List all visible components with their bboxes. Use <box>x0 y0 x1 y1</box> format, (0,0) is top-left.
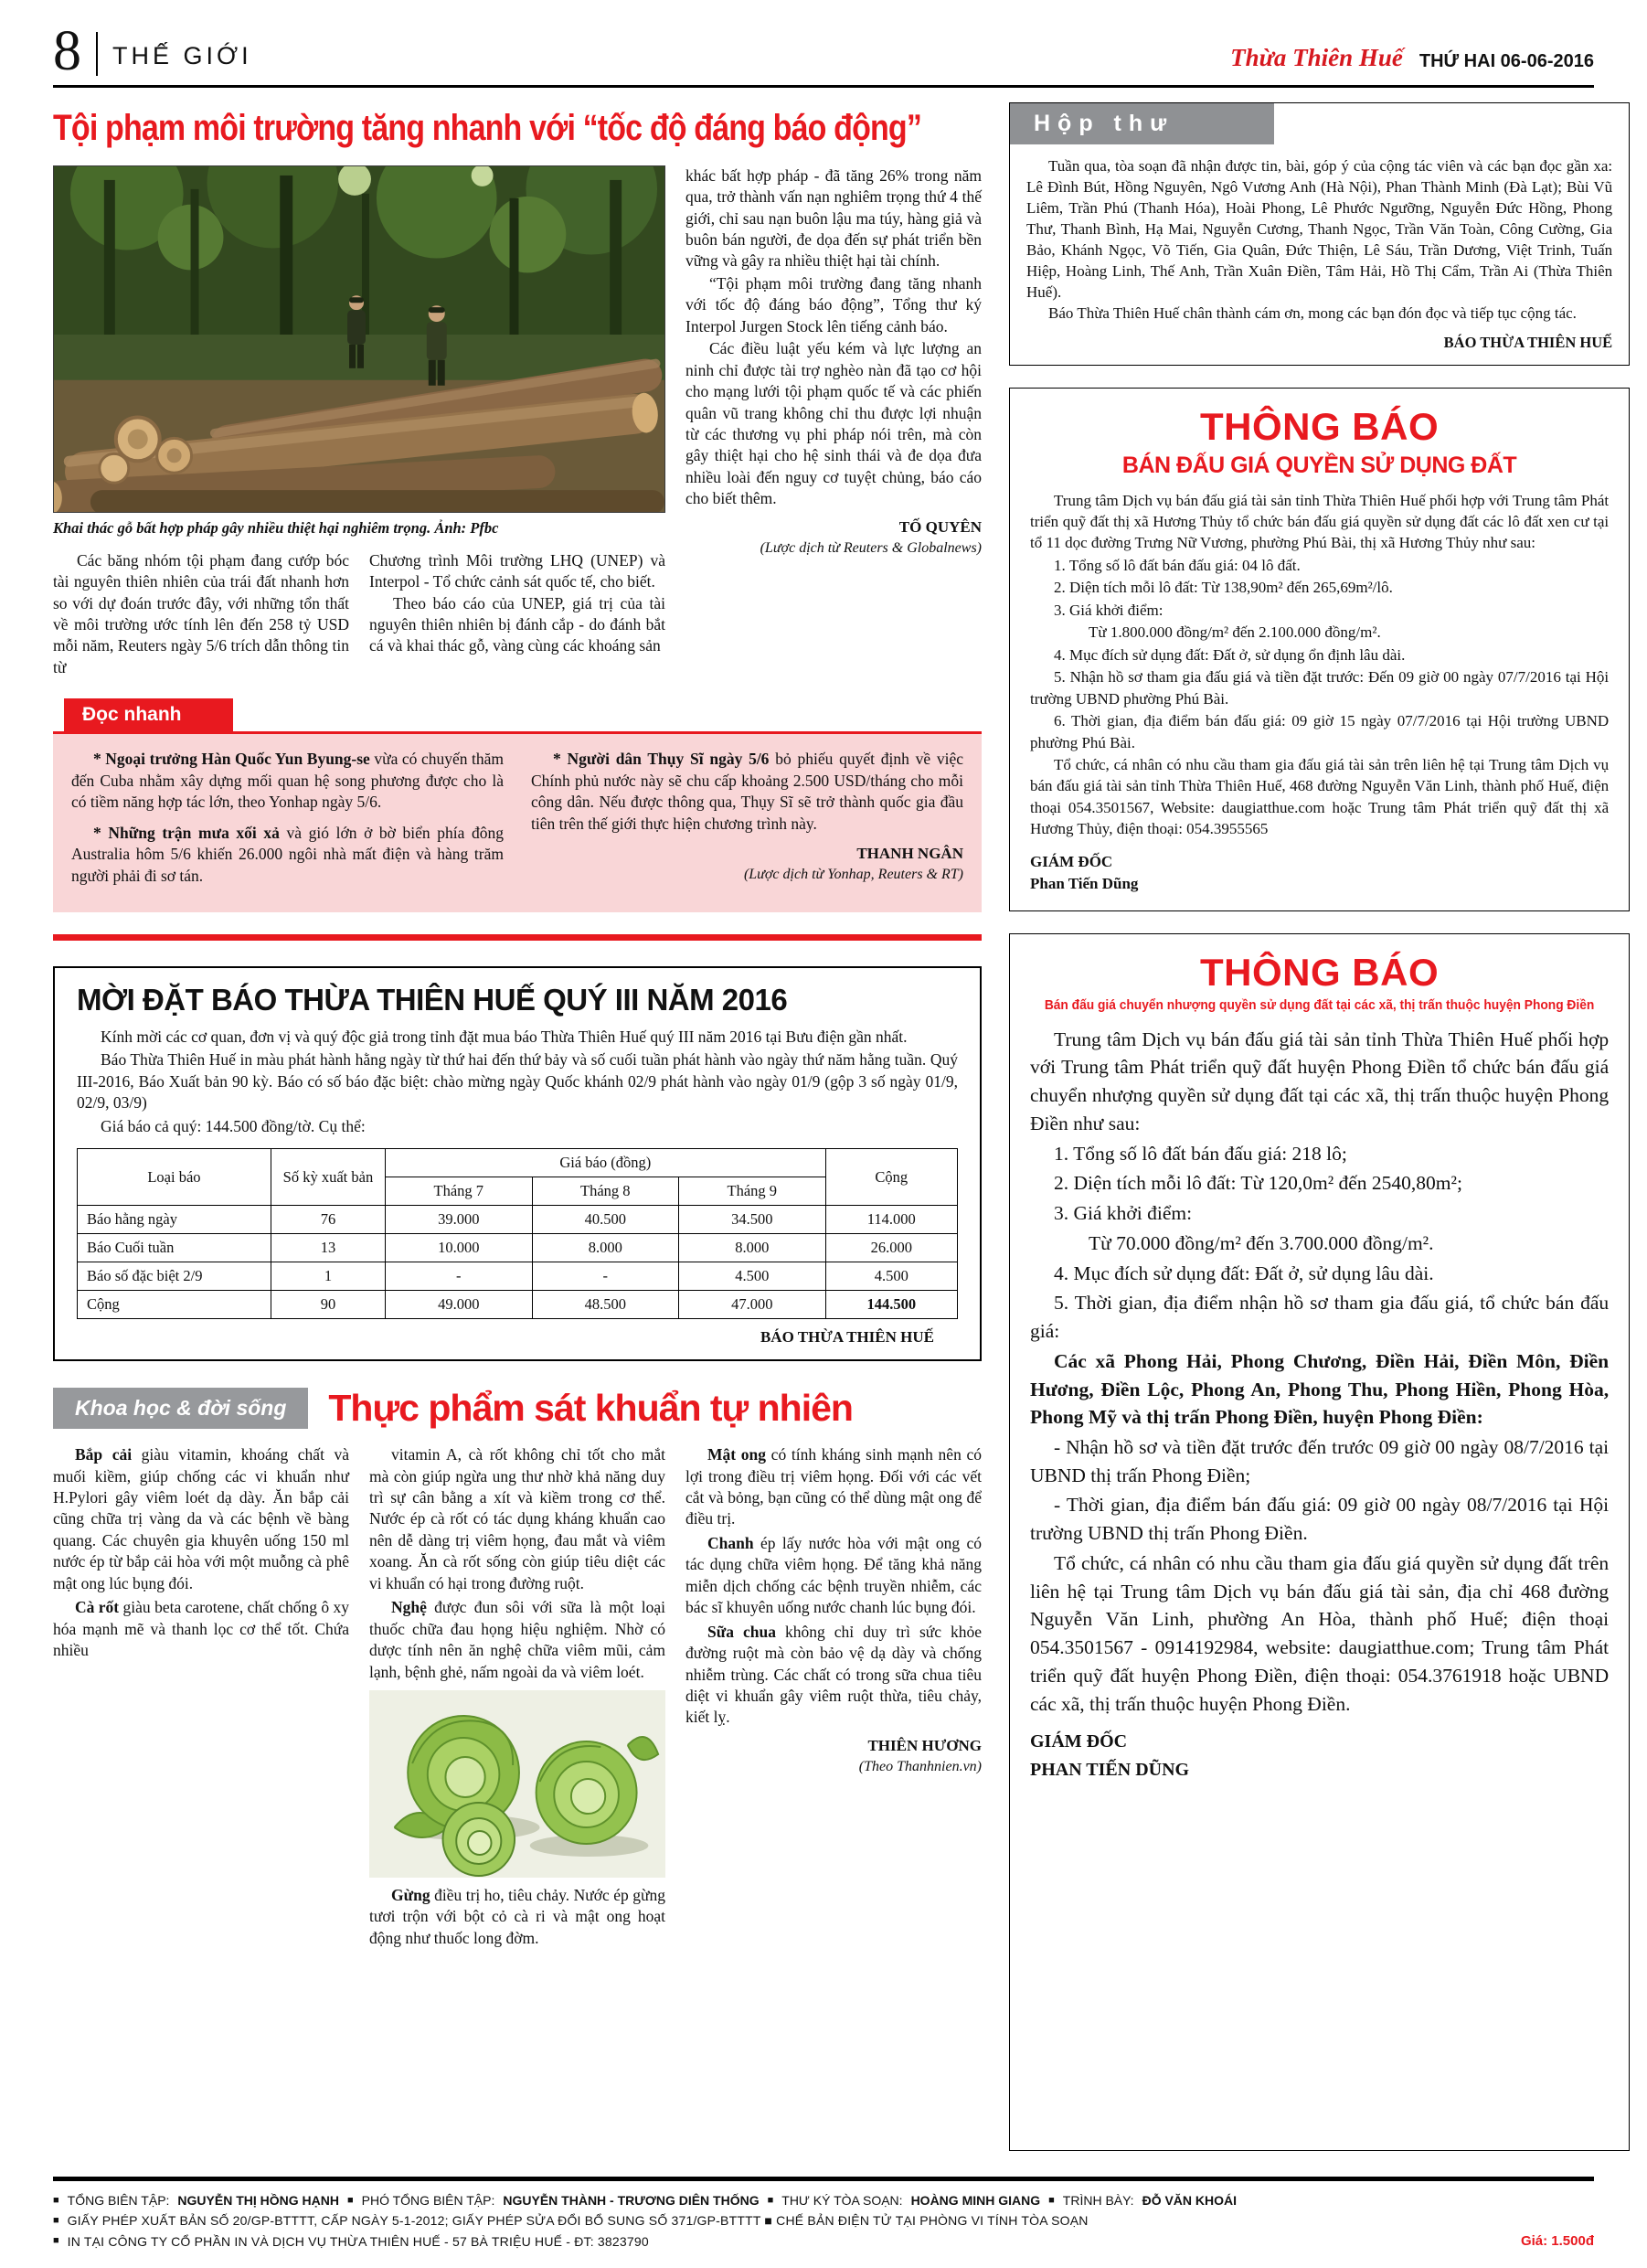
imprint-row-1: ■ TỔNG BIÊN TẬP: NGUYỄN THỊ HỒNG HẠNH ■ PHÓ TỔNG BIÊN TẬP: NGUYỄN THÀNH - TRƯƠNG DIÊN THỐNG ■ THƯ KÝ TÒA SOẠN: HOÀNG MINH GIANG ■ TRÌNH BÀY: ĐỖ VĂN KHOÁI <box>53 2193 1238 2208</box>
announcement-2-item: 5. Thời gian, địa điểm nhận hồ sơ tham gia đấu giá, tổ chức bán đấu giá: <box>1030 1292 1610 1343</box>
main-article <box>53 165 982 679</box>
subscription-invite-box <box>53 966 982 1361</box>
square-marker-icon: ■ <box>767 2194 774 2206</box>
issue-date: THỨ HAI 06-06-2016 <box>1419 50 1594 71</box>
article-col2-p2: Theo báo cáo của UNEP, giá trị của tài nguyên thiên nhiên bị đánh cắp - do đánh bắt cá và khai thác gỗ, vàng cùng các khoáng sản <box>369 593 665 655</box>
science-item: Gừng điều trị ho, tiêu chảy. Nước ép gừng tươi trộn với bột cỏ cà ri và mật ong hoạt động như thuốc long đờm. <box>369 1885 666 1947</box>
right-column <box>1009 102 1630 2151</box>
mailbox-body <box>1010 144 1629 330</box>
science-author: THIÊN HƯƠNG <box>867 1736 982 1754</box>
col-header-month7: Tháng 7 <box>386 1177 533 1206</box>
announcement-2-closing: Tổ chức, cá nhân có nhu cầu tham gia đấu giá quyền sử dụng đất trên liên hệ tại Trung tâm Dịch vụ bán đấu giá tài sản, địa chỉ 468 đường Nguyễn Văn Linh, phường An Hòa, thành phố Huế; điện thoại 054.3501567 - 0914192984, website: daugiatthue.com; Trung tâm Phát triển quỹ đất huyện Phong Điền, điện thoại: 054.3761918 hoặc UBND các xã, thị trấn thuộc huyện Phong Điền. <box>1030 1551 1610 1715</box>
announcement-1 <box>1009 388 1630 911</box>
page-number-block <box>53 20 252 82</box>
col-header-total: Cộng <box>825 1149 957 1206</box>
masthead-brand-block <box>1230 44 1594 76</box>
section-title: THẾ GIỚI <box>112 41 252 69</box>
mailbox-signature: BÁO THỪA THIÊN HUẾ <box>1443 333 1613 351</box>
announcement-1-item: 1. Tổng số lô đất bán đấu giá: 04 lô đất. <box>1054 556 1301 574</box>
square-marker-icon: ■ <box>53 2194 59 2206</box>
science-col3 <box>685 1444 982 1952</box>
red-divider-rule <box>53 934 982 941</box>
imprint-footer <box>53 2177 1594 2252</box>
subscription-p2: Báo Thừa Thiên Huế in màu phát hành hằng ngày từ thứ hai đến thứ bảy và số cuối tuần phát hành vào ngày thứ năm hằng tuần. Quý III-2016, Báo Xuất bản 90 kỳ. Báo có số báo đặc biệt: chào mừng ngày Quốc khánh 02/9 phát hành vào ngày 01/9 (gộp 3 số ngày 01/9, 02/9, 03/9) <box>77 1050 958 1113</box>
announcement-1-item: Từ 1.800.000 đồng/m² đến 2.100.000 đồng/m². <box>1089 623 1381 642</box>
mailbox-section <box>1009 102 1630 366</box>
quick-news-box <box>53 731 982 912</box>
left-column <box>53 102 982 2151</box>
announcement-1-title: THÔNG BÁO <box>1199 404 1440 448</box>
science-rubric-label: Khoa học & đời sống <box>53 1388 308 1429</box>
quick-news-item: * Người dân Thụy Sĩ ngày 5/6 bỏ phiếu quyết định về việc Chính phủ nước này sẽ chu cấp khoảng 2.500 USD/tháng cho mỗi công dân. Nếu được thông qua, Thụy Sĩ sẽ trở thành quốc gia đầu tiên trên thế giới thực hiện chương trình này. <box>531 750 964 833</box>
science-item: vitamin A, cà rốt không chỉ tốt cho mắt mà còn giúp ngừa ung thư nhờ khả năng duy trì sự cân bằng a xít và kiềm trong cơ thể. Nước ép cà rốt có tác dụng kháng khuẩn cao nên dễ dàng trị viêm họng, đau mắt và viêm xoang. Ăn cà rốt sống còn giúp tiêu diệt các vi khuẩn có hại trong đường ruột. <box>369 1445 665 1592</box>
subscription-title: MỜI ĐẶT BÁO THỪA THIÊN HUẾ QUÝ III NĂM 2016 <box>77 982 788 1017</box>
announcement-2-item: 2. Diện tích mỗi lô đất: Từ 120,0m² đến 2540,80m²; <box>1054 1172 1462 1195</box>
announcement-1-item: 4. Mục đích sử dụng đất: Đất ở, sử dụng ổn định lâu dài. <box>1054 645 1406 664</box>
announcement-1-item: 3. Giá khởi điểm: <box>1054 601 1164 619</box>
science-item: Nghệ được đun sôi với sữa là một loại thuốc chữa đau họng hiệu nghiệm. Nhờ có dược tính nên ăn nghệ chữa viêm mũi, cảm lạnh, bệnh ghẻ, nấm ngoài da và viêm loét. <box>369 1598 666 1681</box>
article-col3-p1: khác bất hợp pháp - đã tăng 26% trong năm qua, trở thành vấn nạn nghiêm trọng thứ 4 thế giới, chỉ sau nạn buôn lậu ma túy, hàng giả và buôn bán người, đe dọa đến sự phát triển bền vững và gây ra nhiều thiệt hại tài chính. <box>685 165 982 271</box>
page-number: 8 <box>53 20 81 82</box>
main-article-left-block <box>53 165 665 679</box>
quick-news-left-column <box>71 749 504 896</box>
table-row-total: Cộng 90 49.000 48.500 47.000 144.500 <box>78 1291 958 1319</box>
announcement-2-item: Từ 70.000 đồng/m² đến 3.700.000 đồng/m². <box>1089 1231 1434 1254</box>
science-item: Chanh ép lấy nước hòa với mật ong có tác dụng chữa viêm họng. Để tăng khả năng miễn dịch chống các bệnh truyền nhiễm, các bác sĩ khuyên uống nước chanh lúc bụng đói. <box>685 1533 983 1617</box>
subscription-p1: Kính mời các cơ quan, đơn vị và quý độc giả trong tỉnh đặt mua báo Thừa Thiên Huế quý III năm 2016 tại Bưu điện gần nhất. <box>101 1027 908 1046</box>
quick-news-label: Đọc nhanh <box>64 698 233 731</box>
science-item: Bắp cải giàu vitamin, khoáng chất và muối kiềm, giúp chống các vi khuẩn như H.Pylori gây viêm loét dạ dày. Ăn bắp cải cũng chữa trị vàng da và các bệnh về bàng quang. Các chuyên gia khuyên uống 150 ml nước ép từ bắp cải hòa với một muỗng cà phê mật ong lúc bụng đói. <box>53 1445 350 1592</box>
article-col3 <box>685 165 982 679</box>
mailbox-title: Hộp thư <box>1010 103 1274 144</box>
science-item: Cà rốt giàu beta carotene, chất chống ô xy hóa mạnh mẽ và thanh lọc cơ thể tốt. Chứa nhiều <box>53 1598 350 1660</box>
announcement-2-title: THÔNG BÁO <box>1199 950 1440 994</box>
science-columns <box>53 1444 982 1952</box>
mailbox-p2: Báo Thừa Thiên Huế chân thành cám ơn, mong các bạn đón đọc và tiếp tục cộng tác. <box>1048 304 1577 323</box>
announcement-1-item: 2. Diện tích mỗi lô đất: Từ 138,90m² đến 265,69m²/lô. <box>1054 579 1393 597</box>
page-content <box>53 102 1613 2151</box>
square-marker-icon: ■ <box>53 2214 59 2226</box>
col-header-month9: Tháng 9 <box>679 1177 826 1206</box>
col-header-month8: Tháng 8 <box>532 1177 679 1206</box>
cabbage-photo <box>369 1690 665 1878</box>
price-label: Giá: 1.500đ <box>1520 2233 1594 2249</box>
announcement-2-item: 4. Mục đích sử dụng đất: Đất ở, sử dụng lâu dài. <box>1054 1262 1434 1284</box>
article-col3-p2: “Tội phạm môi trường đang tăng nhanh với tốc độ đáng báo động”, Tổng thư ký Interpol Jurgen Stock lên tiếng cảnh báo. <box>685 273 982 335</box>
col-header-price: Giá báo (đồng) <box>386 1149 826 1177</box>
science-source: (Theo Thanhnien.vn) <box>858 1758 982 1774</box>
science-col1 <box>53 1444 349 1952</box>
table-row: Báo Cuối tuần 13 10.000 8.000 8.000 26.000 <box>78 1234 958 1262</box>
imprint-row-2: ■ GIẤY PHÉP XUẤT BẢN SỐ 20/GP-BTTTT, CẤP NGÀY 5-1-2012; GIẤY PHÉP SỬA ĐỔI BỔ SUNG SỐ 371/GP-BTTTT ■ CHẾ BẢN ĐIỆN TỬ TẠI PHÒNG VI TÍNH TÒA SOẠN <box>53 2213 1089 2228</box>
announcement-2-intro: Trung tâm Dịch vụ bán đấu giá tài sản tỉnh Thừa Thiên Huế phối hợp với Trung tâm Phát triển quỹ đất huyện Phong Điền tổ chức bán đấu giá chuyển nhượng quyền sử dụng đất tại các xã, thị trấn thuộc huyện Phong Điền như sau: <box>1030 1028 1610 1134</box>
quick-news-source: (Lược dịch từ Yonhap, Reuters & RT) <box>743 866 963 882</box>
science-header <box>53 1387 982 1430</box>
square-marker-icon: ■ <box>1048 2194 1055 2206</box>
quick-news-item: * Những trận mưa xối xả và gió lớn ở bờ biển phía đông Australia hôm 5/6 khiến 26.000 ngôi nhà mất điện và hàng trăm người phải đi sơ tán. <box>71 823 505 885</box>
square-marker-icon: ■ <box>346 2194 354 2206</box>
table-row: Báo số đặc biệt 2/9 1 - - 4.500 4.500 <box>78 1262 958 1291</box>
subscription-p3: Giá báo cả quý: 144.500 đồng/tờ. Cụ thể: <box>101 1116 366 1135</box>
announcement-2-communes: Các xã Phong Hải, Phong Chương, Điền Hải, Điền Môn, Điền Hương, Điền Lộc, Phong An, Phong Thu, Phong Hiền, Phong Hòa, Phong Mỹ và thị trấn Phong Điền, huyện Phong Điền: <box>1030 1349 1610 1429</box>
announcement-2-sig-role: GIÁM ĐỐC <box>1030 1731 1128 1752</box>
science-headline: Thực phẩm sát khuẩn tự nhiên <box>328 1387 853 1430</box>
announcement-2-item: 1. Tổng số lô đất bán đấu giá: 218 lô; <box>1054 1142 1347 1165</box>
article-col2-p1: Chương trình Môi trường LHQ (UNEP) và Interpol - Tổ chức cảnh sát quốc tế, cho biết. <box>369 550 665 591</box>
announcement-1-sig-name: Phan Tiến Dũng <box>1030 875 1139 893</box>
announcement-2-item: 3. Giá khởi điểm: <box>1054 1202 1193 1225</box>
announcement-2-subtitle: Bán đấu giá chuyển nhượng quyền sử dụng đất tại các xã, thị trấn thuộc huyện Phong Điền <box>1044 997 1595 1013</box>
mailbox-p1: Tuần qua, tòa soạn đã nhận được tin, bài, góp ý của cộng tác viên và các bạn đọc gần xa: Lê Đình Bút, Hồng Nguyên, Ngô Vương Anh (Hà Nội), Phan Thành Minh (Đà Lạt); Bùi Vũ Liêm, Trần Phú (Thanh Hóa), Hoài Phong, Lê Phước Ngưỡng, Nguyễn Đức Hồng, Phong Thư, Thanh Bình, Hạ Mai, Nguyễn Cương, Thanh Ngọc, Trần Văn Toàn, Công Cường, Gia Bảo, Khánh Ngọc, Võ Tiến, Gia Quân, Đức Thiện, Lê Sáu, Trần Dương, Việt Trinh, Tuấn Hiệp, Hoàng Linh, Thế Anh, Trần Xuân Điền, Tâm Hải, Hồ Thị Cẩm, Trần Ai (Thừa Thiên Huế). <box>1026 156 1613 302</box>
article-col3-p3: Các điều luật yếu kém và lực lượng an ninh chỉ được tài trợ nghèo nàn đã tạo cơ hội cho mạng lưới tội phạm quốc tế và các phiến quân vũ trang không chỉ thu được lợi nhuận từ các thương vụ phi pháp nói trên, mà còn gây thiệt hại cho hệ sinh thái và đe dọa đưa nhiều loài đến nguy cơ tuyệt chủng, báo cáo cho biết thêm. <box>685 339 982 508</box>
article-col2 <box>369 550 665 679</box>
article-photo-figure <box>53 165 665 538</box>
announcement-1-intro: Trung tâm Dịch vụ bán đấu giá tài sản tỉnh Thừa Thiên Huế phối hợp với Trung tâm Phát triển quỹ đất thị xã Hương Thủy tổ chức bán đấu giá quyền sử dụng đất các lô đất xen cư tại tổ 11 dọc đường Trưng Nữ Vương, phường Phú Bài, thị xã Hương Thủy như sau: <box>1030 491 1610 552</box>
announcement-2 <box>1009 933 1630 2151</box>
article-col1: Các băng nhóm tội phạm đang cướp bóc tài nguyên thiên nhiên của trái đất nhanh hơn so với dự đoán trước đây, với những tổn thất về môi trường ước tính lên đến 258 tỷ USD mỗi năm, Reuters ngày 5/6 trích dẫn thông tin từ <box>53 550 349 676</box>
announcement-2-dash1: - Nhận hồ sơ và tiền đặt trước đến trước 09 giờ 00 ngày 08/7/2016 tại UBND thị trấn Phong Điền; <box>1030 1436 1610 1486</box>
science-item: Mật ong có tính kháng sinh mạnh nên có lợi trong điều trị viêm họng. Đối với các vết cắt và bỏng, bạn cũng có thể dùng mật ong để điều trị. <box>685 1445 983 1528</box>
square-marker-icon: ■ <box>53 2235 59 2246</box>
col-header-issues: Số kỳ xuất bản <box>271 1149 385 1206</box>
quick-news-item: * Ngoại trưởng Hàn Quốc Yun Byung-se vừa có chuyến thăm đến Cuba nhằm xây dựng mối quan hệ song phương được cho là có tiềm năng hợp tác lớn, theo Yonhap ngày 5/6. <box>71 750 505 812</box>
announcement-1-subtitle: BÁN ĐẤU GIÁ QUYỀN SỬ DỤNG ĐẤT <box>1121 452 1517 478</box>
announcement-2-dash2: - Thời gian, địa điểm bán đấu giá: 09 giờ 00 ngày 08/7/2016 tại Hội trường UBND thị trấn Phong Điền. <box>1030 1494 1610 1545</box>
science-col2 <box>369 1444 665 1952</box>
subscription-signature: BÁO THỪA THIÊN HUẾ <box>760 1328 934 1347</box>
subscription-price-table <box>77 1148 958 1319</box>
announcement-1-item: 5. Nhận hồ sơ tham gia đấu giá và tiền đặt trước: Đến 09 giờ 00 ngày 07/7/2016 tại Hội trường UBND phường Phú Bài. <box>1030 668 1610 708</box>
photo-caption <box>53 519 665 538</box>
science-section <box>53 1387 982 1952</box>
photo-caption-text: Khai thác gỗ bất hợp pháp gây nhiều thiệt hại nghiêm trọng. <box>53 518 431 537</box>
article-photo <box>53 165 665 513</box>
page-header <box>53 20 1594 88</box>
announcement-2-sig-name: PHAN TIẾN DŨNG <box>1030 1759 1190 1780</box>
announcement-1-item: 6. Thời gian, địa điểm bán đấu giá: 09 giờ 15 ngày 07/7/2016 tại Hội trường UBND phường Phú Bài. <box>1030 712 1610 751</box>
photo-credit: Ảnh: Pfbc <box>434 518 499 537</box>
header-divider <box>96 32 98 76</box>
table-row: Báo hằng ngày 76 39.000 40.500 34.500 114.000 <box>78 1206 958 1234</box>
article-author: TỐ QUYÊN <box>898 517 982 536</box>
announcement-1-closing: Tổ chức, cá nhân có nhu cầu tham gia đấu giá tài sản trên liên hệ tại Trung tâm Dịch vụ bán đấu giá tài sản tỉnh Thừa Thiên Huế, 468 đường Nguyễn Văn Linh, thành phố Huế, điện thoại 054.3501567, Website: daugiatthue.com hoặc Trung tâm Phát triển quỹ đất thị xã Hương Thủy, điện thoại: 054.3955565 <box>1030 756 1610 838</box>
main-article-headline: Tội phạm môi trường tăng nhanh với “tốc độ đáng báo động” <box>53 107 922 148</box>
imprint-row-3: ■ IN TẠI CÔNG TY CỔ PHẦN IN VÀ DỊCH VỤ THỪA THIÊN HUẾ - 57 BÀ TRIỆU HUẾ - ĐT: 3823790 Giá: 1.500đ <box>53 2233 1594 2249</box>
quick-news-section <box>53 698 982 912</box>
science-item: Sữa chua không chỉ duy trì sức khỏe đường ruột mà còn bảo vệ dạ dày và chống nhiễm trùng. Các chất có trong sữa chua tiêu diệt vi khuẩn gây viêm ruột thừa, tiêu chảy, kiết lỵ. <box>685 1622 983 1727</box>
col-header-type: Loại báo <box>78 1149 271 1206</box>
quick-news-right-column <box>531 749 963 896</box>
announcement-1-sig-role: GIÁM ĐỐC <box>1030 852 1113 870</box>
article-text-columns <box>53 550 665 679</box>
newspaper-logo: Thừa Thiên Huế <box>1230 43 1403 71</box>
quick-news-author: THANH NGÂN <box>856 845 963 863</box>
article-source: (Lược dịch từ Reuters & Globalnews) <box>760 540 982 557</box>
